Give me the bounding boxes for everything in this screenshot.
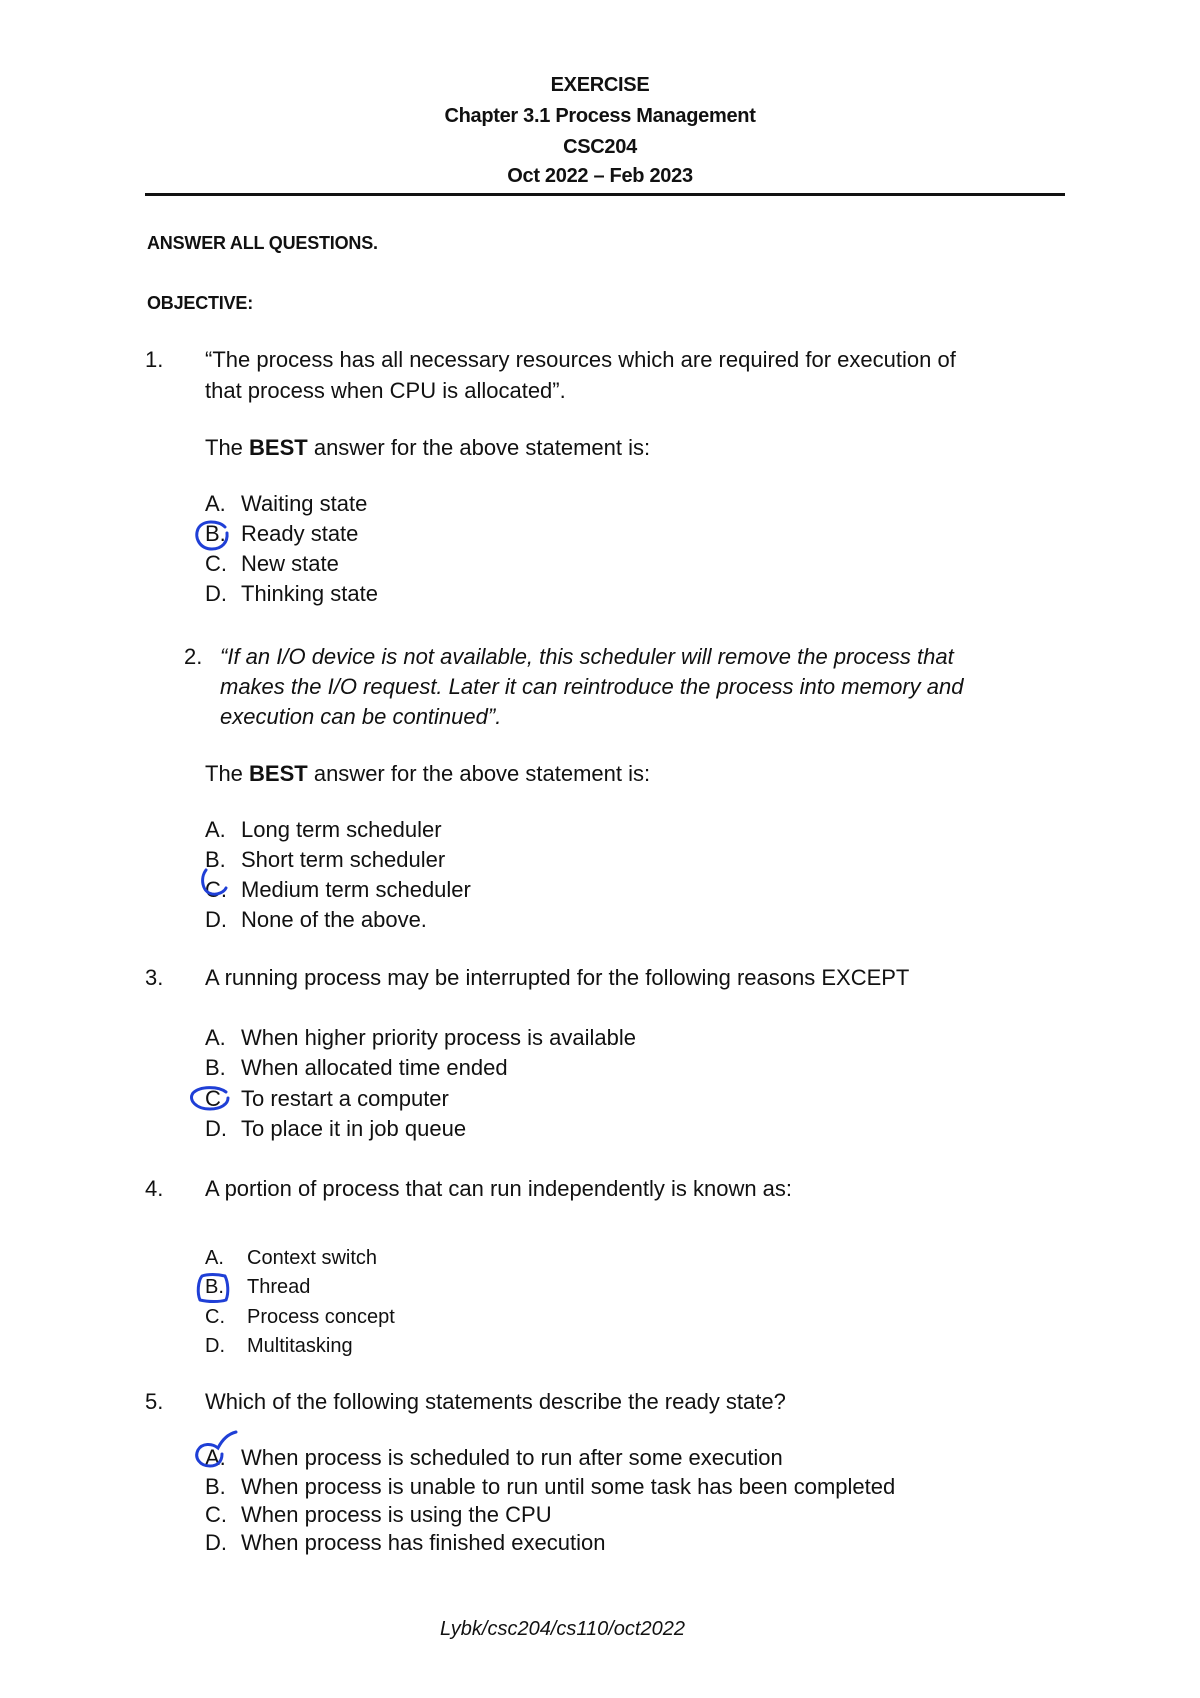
q3-option-c-letter: C. [205,1086,227,1111]
q3-option-d-letter: D. [205,1116,227,1141]
header-rule [145,193,1065,196]
q5-option-b-letter: B. [205,1474,226,1499]
q3-option-a: When higher priority process is available [241,1025,636,1050]
q4-option-c: Process concept [247,1306,395,1328]
q3-option-b: When allocated time ended [241,1055,508,1080]
q2-option-b: Short term scheduler [241,847,446,872]
question-2-line-2: makes the I/O request. Later it can reintroduce the process into memory and [220,674,964,699]
question-4-line-1: A portion of process that can run independently is known as: [205,1176,793,1201]
q3-option-a-letter: A. [205,1025,226,1050]
q4-option-d-letter: D. [205,1335,225,1357]
q2-option-a: Long term scheduler [241,817,442,842]
q4-option-b-letter: B. [205,1276,224,1298]
q5-option-b: When process is unable to run until some task has been completed [241,1474,896,1499]
q4-answer-box-mark [194,1273,234,1305]
q5-option-c-letter: C. [205,1502,227,1527]
q1-option-a-letter: A. [205,491,226,516]
q3-option-b-letter: B. [205,1055,226,1080]
doc-chapter: Chapter 3.1 Process Management [444,105,756,127]
q3-option-c: To restart a computer [241,1086,449,1111]
q2-option-d-letter: D. [205,907,227,932]
q3-option-d: To place it in job queue [241,1116,467,1141]
q4-option-a: Context switch [247,1247,378,1269]
q1-option-d: Thinking state [241,581,378,606]
q4-option-a-letter: A. [205,1247,224,1269]
q5-option-a: When process is scheduled to run after some execution [241,1445,783,1470]
question-4-number: 4. [145,1176,164,1201]
doc-course: CSC204 [563,136,637,158]
question-3-number: 3. [145,965,164,990]
section-label: OBJECTIVE: [147,293,254,313]
question-5-number: 5. [145,1389,164,1414]
question-2-line-1: “If an I/O device is not available, this scheduler will remove the process that [220,644,954,669]
q4-option-b: Thread [247,1276,311,1298]
q1-option-b: Ready state [241,521,359,546]
page-footer: Lybk/csc204/cs110/oct2022 [440,1618,685,1640]
q2-option-c-letter: C. [205,877,227,902]
question-1-line-2: that process when CPU is allocated”. [205,378,566,403]
q5-answer-circle-mark [192,1428,242,1474]
q2-option-d: None of the above. [241,907,427,932]
question-2-line-3: execution can be continued”. [220,704,502,729]
question-2-number: 2. [184,644,203,669]
question-1-line-1: “The process has all necessary resources which are required for execution of [205,347,956,372]
q1-option-c: New state [241,551,339,576]
q4-option-c-letter: C. [205,1306,225,1328]
question-1-number: 1. [145,347,164,372]
doc-title: EXERCISE [550,74,650,96]
question-5-line-1: Which of the following statements describe the ready state? [205,1389,786,1414]
q5-option-d-letter: D. [205,1530,227,1555]
q3-answer-circle-mark [188,1084,234,1116]
instructions: ANSWER ALL QUESTIONS. [147,233,378,253]
q1-option-c-letter: C. [205,551,227,576]
question-2-prompt: The BEST answer for the above statement is: [205,761,651,786]
q2-option-b-letter: B. [205,847,226,872]
q5-option-d: When process has finished execution [241,1530,606,1555]
question-1-prompt: The BEST answer for the above statement is: [205,435,651,460]
doc-session: Oct 2022 – Feb 2023 [507,165,693,187]
q5-option-c: When process is using the CPU [241,1502,552,1527]
q2-answer-circle-mark [198,866,234,902]
q1-option-d-letter: D. [205,581,227,606]
q4-option-d: Multitasking [247,1335,353,1357]
q2-option-c: Medium term scheduler [241,877,471,902]
q5-option-a-letter: A. [205,1445,226,1470]
q1-option-b-letter: B. [205,521,226,546]
q1-option-a: Waiting state [241,491,368,516]
q1-answer-circle-mark [194,518,234,554]
q2-option-a-letter: A. [205,817,226,842]
question-3-line-1: A running process may be interrupted for the following reasons EXCEPT [205,965,910,990]
